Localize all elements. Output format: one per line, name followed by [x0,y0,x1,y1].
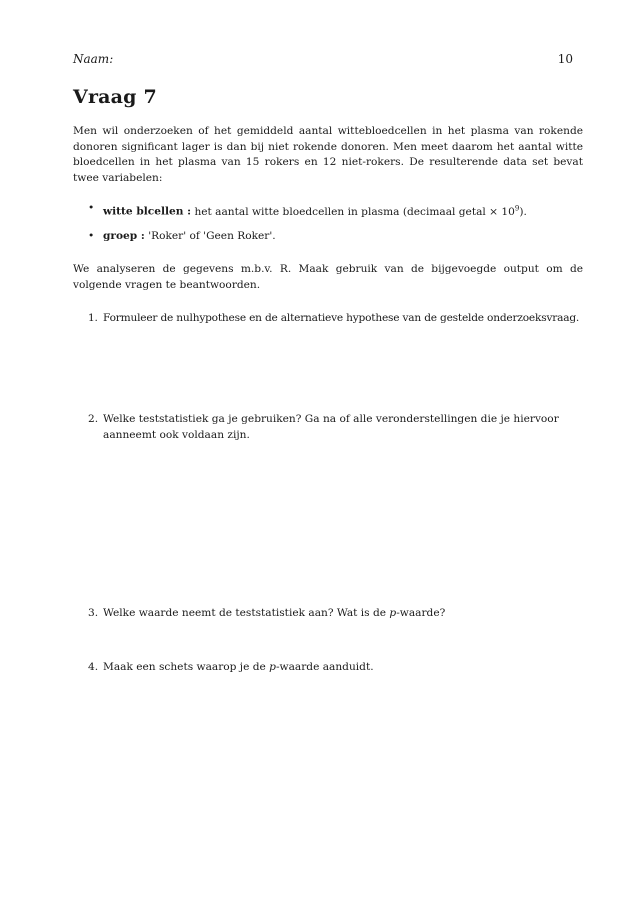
variable-list [88,201,578,257]
exponent: 9 [514,204,520,212]
page-number: 10 [557,52,573,66]
analysis-paragraph: We analyseren de gegevens m.b.v. R. Maak gebruik van de bijgevoegde output om de volgende vragen te beantwoorden. [73,263,583,291]
question-item-2 [88,412,584,443]
question-text: Welke waarde neemt de teststatistiek aan? Wat is de p-waarde? [103,607,446,619]
variable-name: groep : [103,230,145,242]
question-text: Formuleer de nulhypothese en de alternatieve hypothese van de gestelde onderzoeksvraag. [103,312,580,324]
variable-name: witte blcellen : [103,205,192,218]
question-text: Welke teststatistiek ga je gebruiken? Ga na of alle veronderstellingen die je hiervoor aanneemt ook voldaan zijn. [103,413,559,441]
question-number: 3. [88,607,99,619]
page-header [73,52,573,68]
question-item-3 [88,606,584,622]
variable-description: 'Roker' of 'Geen Roker'. [148,230,276,242]
list-item [88,201,578,229]
bullet-icon: • [88,230,95,242]
question-number: 4. [88,661,99,673]
bullet-icon: • [88,202,95,214]
question-item-1 [88,311,584,327]
intro-paragraph: Men wil onderzoeken of het gemiddeld aantal wittebloedcellen in het plasma van rokende donoren significant lager is dan bij niet rokende donoren. Men meet daarom het aantal witte bloedcellen in het plasma van 15 rokers en 12 niet-rokers. De resulterende data set bevat twee variabelen: [73,125,583,184]
question-number: 1. [88,312,98,324]
name-label: Naam: [73,52,114,66]
question-number: 2. [88,413,99,425]
list-item [88,229,578,257]
question-title: Vraag 7 [73,86,157,108]
question-text: Maak een schets waarop je de p-waarde aanduidt. [103,661,374,673]
question-item-4 [88,660,584,676]
variable-description: het aantal witte bloedcellen in plasma (decimaal getal × $10^9$). [194,204,527,218]
